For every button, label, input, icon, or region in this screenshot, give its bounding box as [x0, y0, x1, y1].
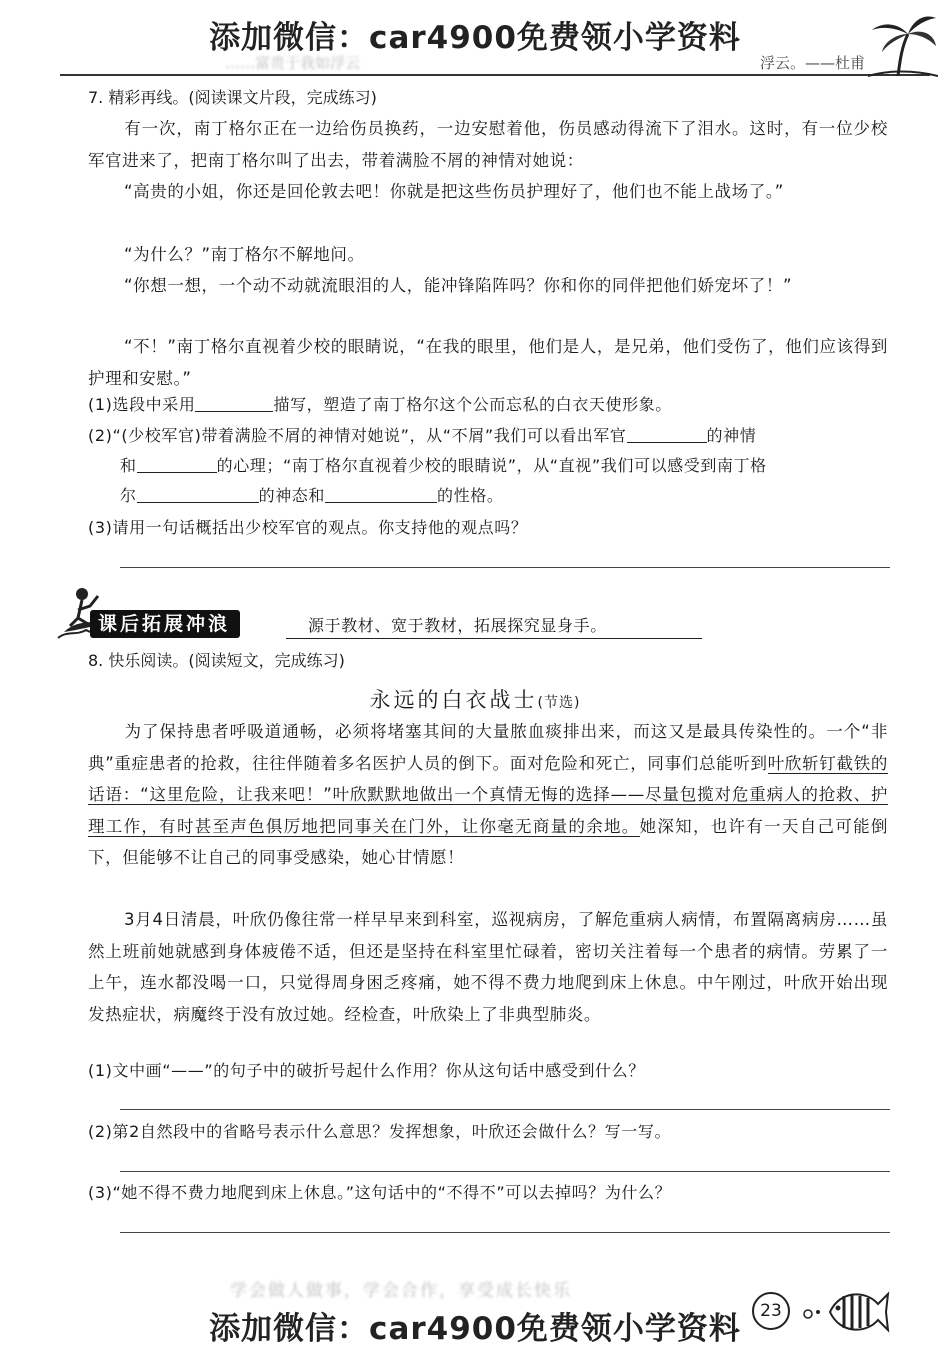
q8-sub1-answer-line[interactable] — [120, 1109, 890, 1110]
passage-title — [0, 684, 950, 714]
section-banner — [56, 580, 656, 640]
q8-sub3-answer-line[interactable] — [120, 1232, 890, 1233]
q8-sub3: (3)“她不得不费力地爬到床上休息。”这句话中的“不得不”可以去掉吗？为什么？ — [88, 1183, 672, 1202]
q8-paragraph-1: 为了保持患者呼吸道通畅，必须将堵塞其间的大量脓血痰排出来，而这又是最具传染性的。一个“非典”重症患者的抢救，往往伴随着多名医护人员的倒下。面对危险和死亡，同事们总能听到叶欣斩钉截铁的话语：“这里危险，让我来吧！”叶欣默默地做出一个真情无悔的选择——尽量包揽对危重病人的抢救、护理工作，有时甚至声色俱厉地把同事关在门外，让你毫无商量的余地。她深知，也许有一天自己可能倒下，但能够不让自己的同事受感染，她心甘情愿！ — [88, 722, 888, 867]
q7-paragraph-2-text: “高贵的小姐，你还是回伦敦去吧！你就是把这些伤员护理好了，他们也不能上战场了。” — [124, 182, 784, 201]
section-rule — [286, 638, 702, 639]
section-slogan: 源于教材、宽于教材，拓展探究显身手。 — [308, 616, 607, 635]
q7-sub2-line2: 和 的心理；“南丁格尔直视着少校的眼睛说”，从“直视”我们可以感受到南丁格 — [120, 456, 767, 475]
q7-paragraph-1 — [88, 113, 888, 176]
palm-tree-icon — [868, 12, 938, 78]
header-quote-blurred: ……富贵于我如浮云 — [225, 54, 361, 72]
passage-title-text: 永远的白衣战士 — [369, 688, 538, 712]
header-divider — [60, 74, 930, 76]
q7-sub3: (3)请用一句话概括出少校军官的观点。你支持他的观点吗？ — [88, 518, 528, 537]
q7-paragraph-4-text: “你想一想，一个动不动就流眼泪的人，能冲锋陷阵吗？你和你的同伴把他们娇宠坏了！” — [124, 276, 793, 295]
header-quote — [225, 52, 865, 74]
q7-paragraph-3 — [88, 239, 888, 271]
q8-heading: 8. 快乐阅读。(阅读短文，完成练习) — [88, 651, 345, 670]
section-badge: 课后拓展冲浪 — [90, 610, 240, 638]
q7-sub2-blank-1[interactable] — [627, 425, 707, 443]
fish-icon — [800, 1284, 890, 1340]
q7-sub3-answer-line[interactable] — [120, 567, 890, 568]
q7-sub2-blank-3[interactable] — [137, 485, 259, 503]
q8-sub2: (2)第2自然段中的省略号表示什么意思？发挥想象，叶欣还会做什么？写一写。 — [88, 1122, 672, 1141]
q8-paragraph-2 — [88, 904, 888, 1030]
q7-heading: 7. 精彩再线。(阅读课文片段，完成练习) — [88, 88, 377, 107]
q7-sub2-blank-2[interactable] — [137, 455, 217, 473]
q7-sub1-blank[interactable] — [195, 394, 273, 412]
q7-paragraph-2 — [88, 176, 888, 208]
q7-sub2-line3: 尔 的神态和 的性格。 — [120, 486, 504, 505]
q8-sub2-answer-line[interactable] — [120, 1171, 890, 1172]
q8-paragraph-2-text: 3月4日清晨，叶欣仍像往常一样早早来到科室，巡视病房，了解危重病人病情，布置隔离病房……虽然上班前她就感到身体疲倦不适，但还是坚持在科室里忙碌着，密切关注着每一个患者的病情。劳累了一上午，连水都没喝一口，只觉得周身困乏疼痛，她不得不费力地爬到床上休息。中午刚过，叶欣开始出现发热症状，病魔终于没有放过她。经检查，叶欣染上了非典型肺炎。 — [88, 910, 888, 1024]
q7-sub1: (1)选段中采用 描写，塑造了南丁格尔这个公而忘私的白衣天使形象。 — [88, 395, 672, 414]
underlined-sentence: 叶欣斩钉截铁的话语：“这里危险，让我来吧！”叶欣默默地做出一个真情无悔的选择——尽量包揽对危重病人的抢救、护理工作，有时甚至声色俱厉地把同事关在门外，让你毫无商量的余地。 — [88, 753, 888, 836]
q7-paragraph-5 — [88, 331, 888, 394]
q8-sub1: (1)文中画“——”的句子中的破折号起什么作用？你从这句话中感受到什么？ — [88, 1061, 645, 1080]
q7-sub2-line1: (2)“(少校军官)带着满脸不屑的神情对她说”，从“不屑”我们可以看出军官 的神情 — [88, 426, 757, 445]
footer-blurred-slogan: 学会做人做事，学会合作，享受成长快乐 — [230, 1281, 572, 1301]
watermark-bottom: 添加微信：car4900免费领小学资料 — [209, 1311, 741, 1347]
header-quote-tail: 浮云。——杜甫 — [759, 54, 865, 72]
q7-paragraph-5-text: “不！”南丁格尔直视着少校的眼睛说，“在我的眼里，他们是人，是兄弟，他们受伤了，他们应该得到护理和安慰。” — [88, 337, 888, 388]
passage-title-note: (节选) — [537, 695, 581, 711]
q7-paragraph-1-text: 有一次，南丁格尔正在一边给伤员换药，一边安慰着他，伤员感动得流下了泪水。这时，有一位少校军官进来了，把南丁格尔叫了出去，带着满脸不屑的神情对她说： — [88, 119, 888, 170]
page-number: 23 — [752, 1292, 790, 1330]
q7-paragraph-3-text: “为什么？”南丁格尔不解地问。 — [124, 245, 365, 264]
q7-sub2-blank-4[interactable] — [325, 485, 437, 503]
watermark-top: 添加微信：car4900免费领小学资料 — [209, 20, 741, 56]
q7-paragraph-4 — [88, 270, 888, 302]
